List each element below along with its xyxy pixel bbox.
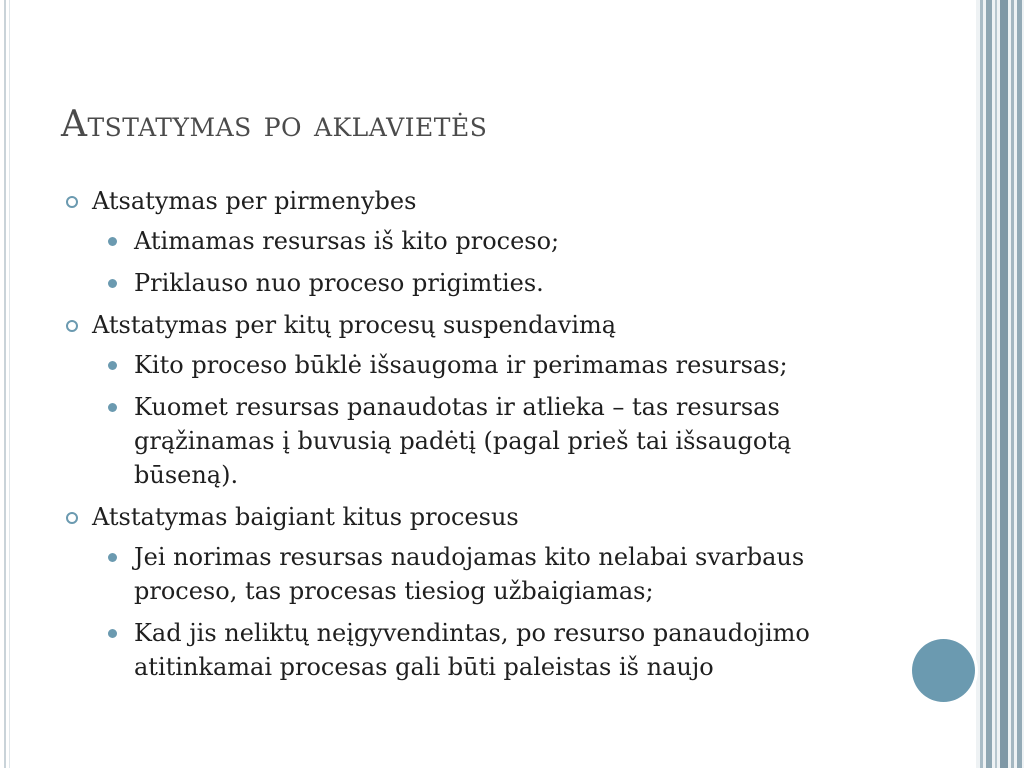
bullet-text: Atsatymas per pirmenybes [92, 187, 417, 215]
dot-bullet-icon [108, 553, 117, 562]
dot-bullet-icon [108, 403, 117, 412]
dot-bullet-icon [108, 237, 117, 246]
bullet-level2 [64, 390, 884, 492]
bullet-text: Kad jis neliktų neįgyvendintas, po resurso panaudojimo atitinkamai procesas gali būti paleistas iš naujo [134, 619, 810, 681]
bullet-text: Jei norimas resursas naudojamas kito nelabai svarbaus proceso, tas procesas tiesiog užbaigiamas; [134, 543, 805, 605]
bullet-text: Kito proceso būklė išsaugoma ir perimamas resursas; [134, 351, 788, 379]
bullet-level2 [64, 616, 884, 684]
bullet-level1 [64, 500, 884, 534]
ring-bullet-icon [66, 196, 78, 208]
bullet-level1 [64, 308, 884, 342]
bullet-level2 [64, 266, 884, 300]
slide-body [64, 184, 884, 692]
ring-bullet-icon [66, 320, 78, 332]
bullet-text: Atimamas resursas iš kito proceso; [134, 227, 560, 255]
ring-bullet-icon [66, 512, 78, 524]
bullet-level2 [64, 348, 884, 382]
left-accent-line [4, 0, 6, 768]
decor-stripe [986, 0, 992, 768]
bullet-text: Priklauso nuo proceso prigimties. [134, 269, 544, 297]
bullet-level2 [64, 540, 884, 608]
left-accent-line-thin [9, 0, 10, 768]
decor-stripe [995, 0, 997, 768]
bullet-level2 [64, 224, 884, 258]
decor-stripe [980, 0, 983, 768]
bullet-text: Atstatymas baigiant kitus procesus [92, 503, 519, 531]
dot-bullet-icon [108, 361, 117, 370]
dot-bullet-icon [108, 279, 117, 288]
decor-stripe [1000, 0, 1008, 768]
dot-bullet-icon [108, 629, 117, 638]
bullet-text: Kuomet resursas panaudotas ir atlieka – tas resursas grąžinamas į buvusią padėtį (pagal prieš tai išsaugotą būseną). [134, 393, 792, 489]
bullet-text: Atstatymas per kitų procesų suspendavimą [92, 311, 617, 339]
bullet-level1 [64, 184, 884, 218]
decor-circle [912, 639, 975, 702]
slide-title: Atstatymas po aklavietės [61, 104, 488, 145]
decor-stripe [1011, 0, 1014, 768]
decor-stripe [1017, 0, 1022, 768]
